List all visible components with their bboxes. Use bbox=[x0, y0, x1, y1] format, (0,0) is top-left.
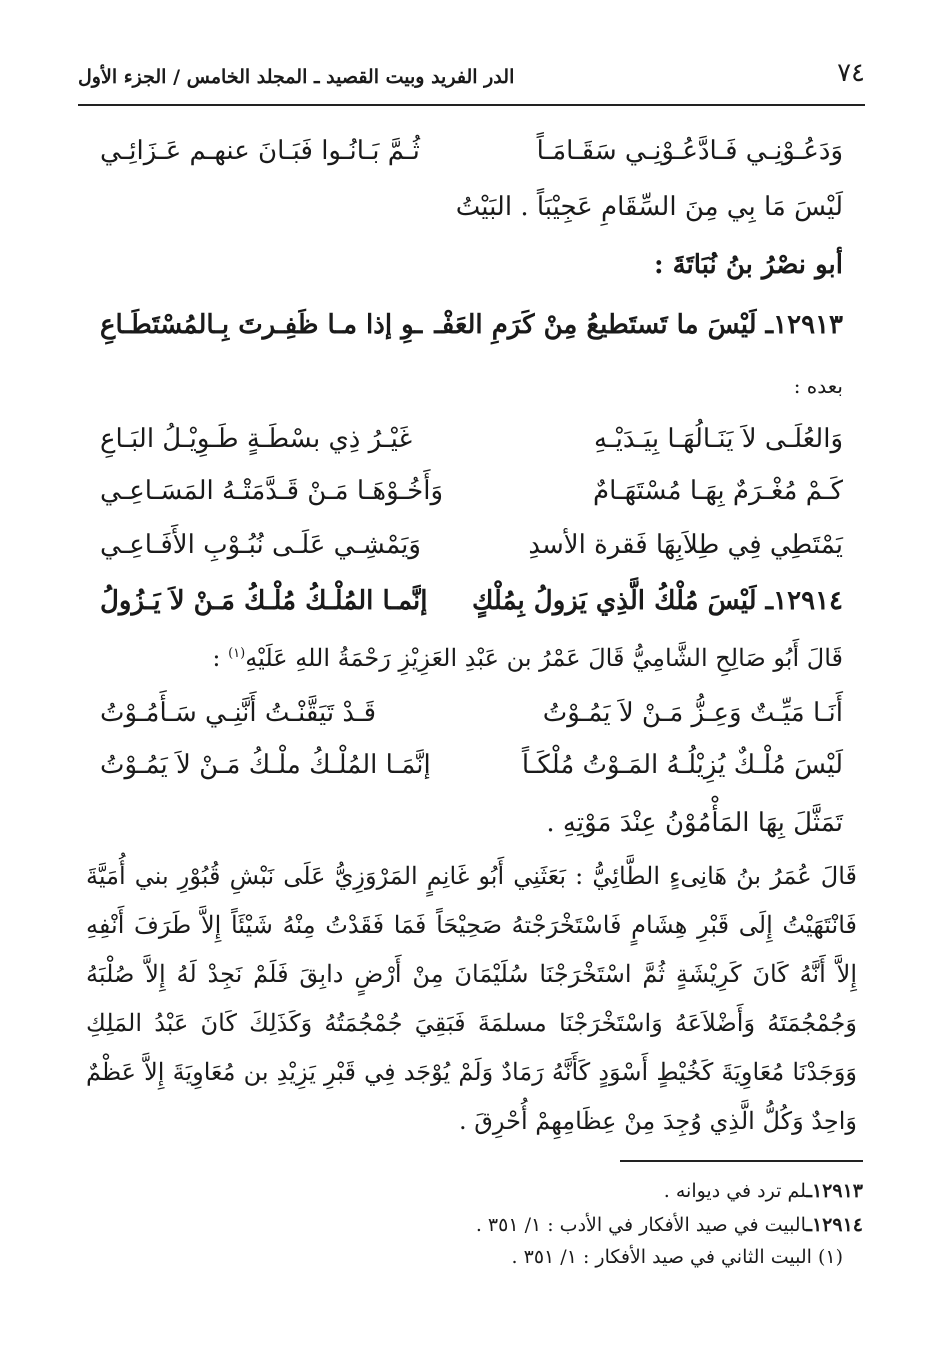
footnote-rule bbox=[620, 1160, 863, 1162]
verse-hemistich-first: ١٢٩١٣ـ لَيْسَ ما تَستَطيعُ مِنْ كَرَمِ العَفْـ bbox=[434, 310, 843, 340]
poet-name: أبو نصْرُ بنُ نُبَاتَةَ : bbox=[653, 250, 843, 280]
after-label: بعده : bbox=[793, 374, 843, 398]
quote-intro-text: قَالَ أَبُو صَالِحِ الشَّامِيُّ قَالَ عَمْرُ بن عَبْدِ العَزِيْزِ رَحْمَةُ اللهِ عَلَيْهِ bbox=[245, 644, 843, 672]
verse-hemistich-second: وَيَمْشِـي عَلَـى نُبُـوْبِ الأَفَـاعِـي bbox=[100, 530, 421, 560]
verse-hemistich-second: إنَّمَـا المُلْـكُ ملْـكُ مَـنْ لاَ يَمُـوْتُ bbox=[100, 750, 431, 780]
verse-hemistich-second: ثُـمَّ بَـانُـوا فَبَـانَ عنهـم عَـزَائِـي bbox=[100, 136, 420, 166]
verse-hemistich-second: غَيْـرُ ذِي بسْطَـةٍ طَـوِيْـلُ البَـاعِ bbox=[100, 424, 413, 454]
quote-intro bbox=[212, 644, 843, 672]
mamun-line: تَمَثَّلَ بِهَا المَأْمُوْنُ عِنْدَ مَوْتِهِ . bbox=[546, 808, 843, 838]
verse-hemistich-first: وَالعُلَـى لاَ يَنَـالُهَـا بِيَـدَيْـهِ bbox=[594, 424, 843, 454]
quote-intro-colon: : bbox=[212, 644, 229, 672]
page-header bbox=[78, 58, 865, 98]
verse-citation-line: لَيْسَ مَا بِي مِنَ السِّقَامِ عَجِيْبَاً . البَيْتُ bbox=[455, 192, 843, 222]
footnote-text: لم ترد في ديوانه . bbox=[663, 1180, 807, 1202]
footnote-12914 bbox=[476, 1214, 863, 1236]
footnote-number: (١) bbox=[817, 1246, 843, 1268]
footnote-text: البيت الثاني في صيد الأفكار : ١/ ٣٥١ . bbox=[511, 1246, 818, 1268]
prose-paragraph: قَالَ عُمَرُ بنُ هَانِىءٍ الطَّائِيُّ : بَعَثَنِي أَبُو غَانِمٍ المَرْوَزِيُّ عَلَى نَبْشِ قُبُوْرِ بني أُمَيَّةَ فَانْتَهَيْتُ إِلَى قَبْرِ هِشَامٍ فَاسْتَخْرَجْتهُ صَحِيْحَاً فَمَا فَقَدْتُ مِنْهُ شَيْئَاً إِلاَّ طَرَفَ أَنْفِهِ إِلاَّ أَنَّهُ كَانَ كَرِيْشَةٍ ثُمَّ اسْتَخْرَجْنَا سُلَيْمَانَ مِنْ أَرْضٍ دابِقَ فَلَمْ نَجِدْ لَهُ إِلاَّ صُلْبَهُ وَجُمْجُمَتَهُ وَأَضْلاَعَهُ وَاسْتَخْرَجْنَا مسلمَةَ فَبَقِيَ جُمْجُمَتُهُ وَكَذَلِكَ كَانَ عَبْدُ المَلِكِ وَوَجَدْنَا مُعَاوِيَةَ كَخُيْطٍ أَسْوَدٍ كَأَنَّهُ رَمَادٌ وَلَمْ يُوْجَد فِي قَبْرِ يَزِيْدِ بن مُعَاوِيَةَ إِلاَّ عَظْمٌ وَاحِدٌ وَكُلُّ الَّذِي وُجِدَ مِنْ عِظَامِهِمْ أُحْرِقَ . bbox=[86, 862, 857, 1135]
footnote-number: ١٢٩١٤ـ bbox=[806, 1214, 863, 1236]
verse-hemistich-first: وَدَعُـوْنِـي فَـادَّعُـوْنِـي سَقَـامَـاً bbox=[536, 136, 843, 166]
footnote-1 bbox=[512, 1246, 843, 1268]
page-number: ٧٤ bbox=[837, 58, 865, 88]
footnote-12913 bbox=[664, 1180, 863, 1202]
footnote-text: البيت في صيد الأفكار في الأدب : ١/ ٣٥١ . bbox=[475, 1214, 807, 1236]
verse-hemistich-first: أَنَـا مَيِّـتٌ وَعِـزُّ مَـنْ لاَ يَمُـوْتُ bbox=[542, 698, 843, 728]
footnote-number: ١٢٩١٣ـ bbox=[806, 1180, 863, 1202]
verse-hemistich-second: قَـدْ تَيَقَّنْـتُ أَنَّنِـي سَـأَمُـوْتُ bbox=[100, 698, 377, 728]
verse-hemistich-first: يَمْتَطِي فِي طِلاَبِهَا فَقرة الأسدِ bbox=[528, 530, 843, 560]
verse-hemistich-first: لَيْسَ مُلْـكٌ يُزِيْلُـهُ المَـوْتُ مُلْكَـاً bbox=[521, 750, 843, 780]
running-title: الدر الفريد وبيت القصيد ـ المجلد الخامس / الجزء الأول bbox=[78, 66, 515, 88]
footnote-marker: (١) bbox=[228, 646, 246, 661]
verse-hemistich-second: وَأَخُـوْهَـا مَـنْ قَـدَّمَتْـهُ المَسَـاعِـي bbox=[100, 476, 444, 506]
header-rule bbox=[78, 104, 865, 106]
verse-hemistich-first: ١٢٩١٤ـ لَيْسَ مُلْكُ الَّذِي يَزولُ بِمُلْكٍ bbox=[471, 586, 843, 616]
verse-hemistich-second: إنَّمـا المُلْـكُ مُلْـكُ مَـنْ لاَ يَـزُولُ bbox=[100, 586, 428, 616]
verse-hemistich-second: ـوِ إذا مـا ظَفِـرتَ بِـالمُسْتَطَـاعِ bbox=[100, 310, 423, 340]
verse-hemistich-first: كَـمْ مُغْـرَمٌ بِهَـا مُسْتَهَـامٌ bbox=[593, 476, 843, 506]
